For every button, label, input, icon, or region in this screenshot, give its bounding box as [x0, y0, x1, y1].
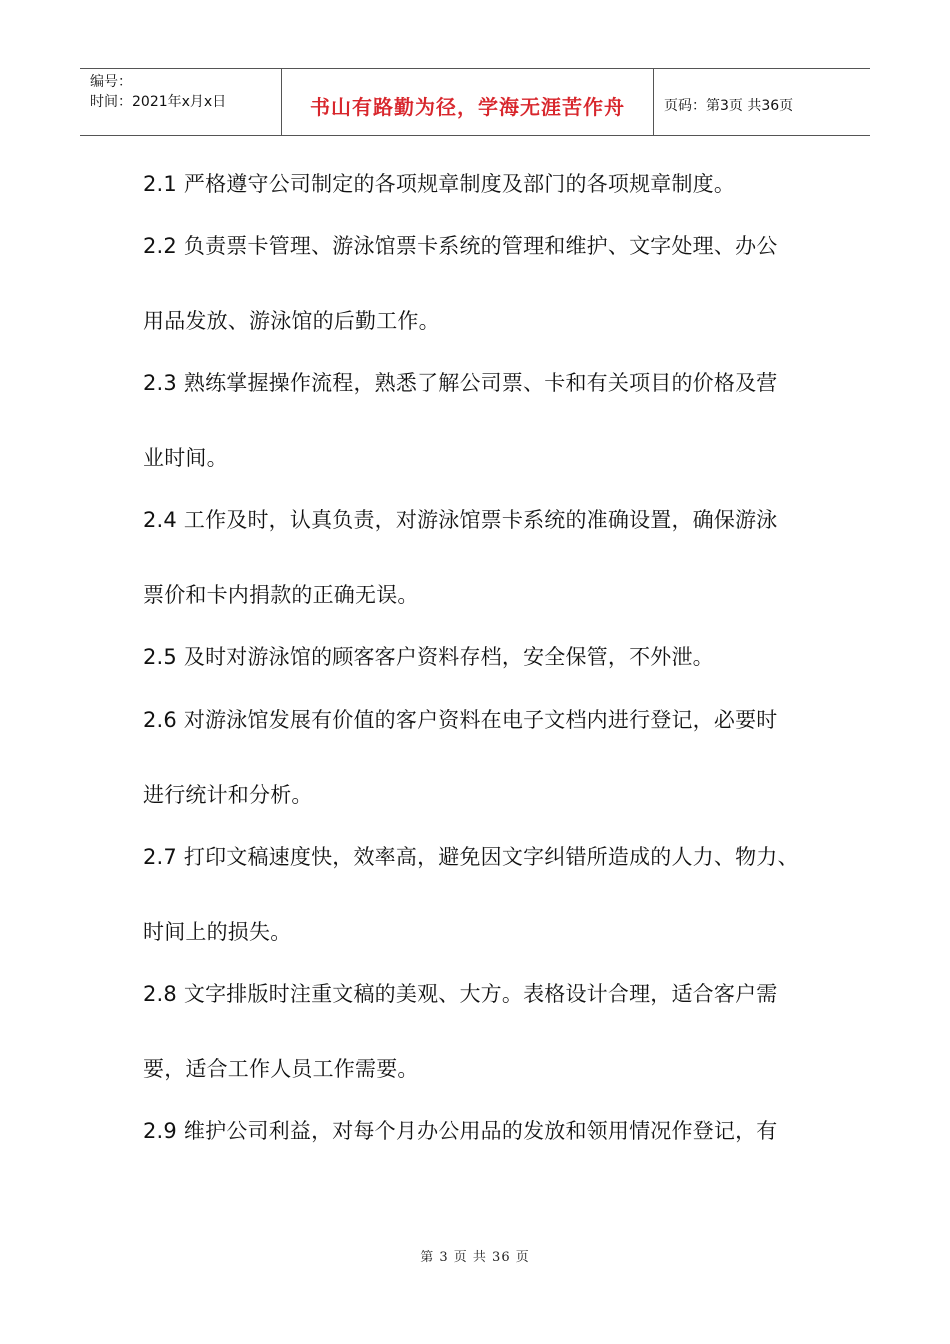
body-line: 用品发放、游泳馆的后勤工作。 [143, 309, 440, 333]
body-line: 票价和卡内捐款的正确无误。 [143, 583, 419, 607]
body-line: 2.3 熟练掌握操作流程，熟悉了解公司票、卡和有关项目的价格及营 [143, 371, 778, 395]
body-line: 2.9 维护公司利益，对每个月办公用品的发放和领用情况作登记，有 [143, 1119, 778, 1143]
body-line: 2.7 打印文稿速度快，效率高，避免因文字纠错所造成的人力、物力、 [143, 845, 799, 869]
document-number-label: 编号： [90, 74, 132, 90]
header-motto-cell [282, 69, 654, 135]
page-footer: 第 3 页 共 36 页 [420, 1250, 530, 1265]
body-line: 业时间。 [143, 446, 228, 470]
body-line: 2.4 工作及时，认真负责，对游泳馆票卡系统的准确设置，确保游泳 [143, 508, 778, 532]
header-page-cell [654, 69, 870, 135]
body-line: 2.5 及时对游泳馆的顾客客户资料存档，安全保管，不外泄。 [143, 645, 714, 669]
header-meta-cell [80, 69, 282, 135]
body-line: 2.1 严格遵守公司制定的各项规章制度及部门的各项规章制度。 [143, 172, 736, 196]
header-motto: 书山有路勤为径，学海无涯苦作舟 [310, 94, 625, 119]
page-header [80, 68, 870, 136]
body-line: 时间上的损失。 [143, 920, 292, 944]
body-line: 进行统计和分析。 [143, 783, 313, 807]
header-page-info: 页码：第3页 共36页 [664, 98, 794, 114]
body-line: 要，适合工作人员工作需要。 [143, 1057, 419, 1081]
body-line: 2.8 文字排版时注重文稿的美观、大方。表格设计合理，适合客户需 [143, 982, 778, 1006]
body-line: 2.6 对游泳馆发展有价值的客户资料在电子文档内进行登记，必要时 [143, 708, 778, 732]
document-time-label: 时间：2021年x月x日 [90, 94, 227, 110]
body-line: 2.2 负责票卡管理、游泳馆票卡系统的管理和维护、文字处理、办公 [143, 234, 778, 258]
